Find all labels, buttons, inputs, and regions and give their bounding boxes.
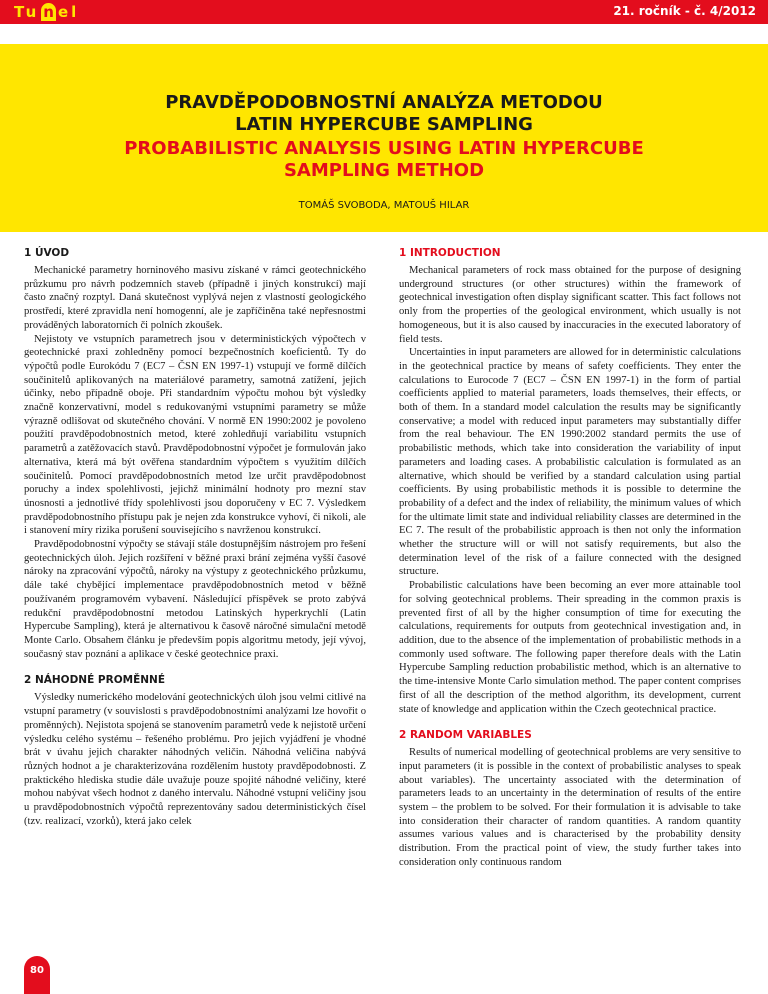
title-english (0, 138, 768, 182)
section-heading-introduction: 1 INTRODUCTION (399, 247, 501, 259)
authors: TOMÁŠ SVOBODA, MATOUŠ HILAR (298, 200, 470, 211)
section-heading-uvod: 1 ÚVOD (24, 247, 70, 259)
logo-text-left: Tu (14, 3, 40, 21)
paragraph: Mechanické parametry horninového masivu získané v rámci geotechnického průzkumu pro návrh podzemních staveb (případně i jiných konstrukcí) mají často značný rozptyl. Daná skutečnost vyplývá nejen z vlastností geologického prostředí, které zpravidla není homogenní, ale je zapříčiněna také nepřesnostmi prováděných laboratorních či polních zkoušek. (24, 265, 366, 331)
english-column (399, 246, 741, 870)
page-number: 80 (24, 956, 50, 994)
czech-column (24, 246, 366, 828)
paragraph: Výsledky numerického modelování geotechnických úloh jsou velmi citlivé na vstupní parametry (v souvislosti s pravděpodobnostními analýzami lze hovořit o proměnných). Nejistota spojená se stanovením parametrů vede k nejistotě určení výsledku celého systému – řešeného problému. Pro jejich vyjádření je vhodné brát v úvahu jejich charakter náhodných veličin. Náhodná veličina nabývá různých hodnot a je charakterizována rozdělením hustoty pravděpodobnosti. Z praktického hlediska studie dále uvažuje pouze spojité náhodné veličiny, které mohou nabývat všech hodnot z daného intervalu. Náhodné vstupní veličiny jsou u pravděpodobnostních výpočtů reprezentovány sadou deterministických čísel (tzv. realizací, vzorků), která jako celek (24, 692, 366, 827)
paragraph: Nejistoty ve vstupních parametrech jsou v deterministických výpočtech v geotechnické praxi zohledněny pomocí bezpečnostních koeficientů. Ty do výpočtů podle Eurokódu 7 (EC7 – ČSN EN 1997-1) vstupují ve formě dílčích součinitelů aplikovaných na materiálové parametry, samotná zatížení, jejich účinky, nebo případně oboje. Při standardním výpočtu mohou být výsledky značně konzervativní, model s redukovanými vstupními parametry se může výrazně odlišovat od skutečného chování. V normě EN 1990:2002 je povoleno použití pravděpodobnostních metod, které zohledňují variabilitu vstupních parametrů a zatěžovacích stavů. Pravděpodobnostní výpočet je formulován jako alternativa, která má být ověřena standardním výpočtem s využitím dílčích součinitelů. Pomocí pravděpodobnostních metod lze určit pravděpodobnost poruchy a index spolehlivosti, jejichž minimální hodnoty pro mezní stav únosnosti a jednotlivé třídy spolehlivosti jsou doporučeny v EC 7. Výsledkem pravděpodobnostního přístupu pak je nejen zda konstrukce vyhoví, či nikoli, ale i stanovení míry rizika porušení souvisejícího s navrženou konstrukcí. (24, 333, 366, 537)
title-box (0, 44, 768, 232)
title-czech (0, 92, 768, 136)
section-heading-random-variables: 2 RANDOM VARIABLES (399, 729, 532, 742)
title-czech-line-2: LATIN HYPERCUBE SAMPLING (235, 114, 533, 135)
journal-logo (14, 3, 79, 21)
title-english-line-1: PROBABILISTIC ANALYSIS USING LATIN HYPERCUBE (124, 138, 644, 159)
paragraph: Results of numerical modelling of geotechnical problems are very sensitive to input parameters (it is possible in the context of probabilistic analyses to speak about variables). The uncertainty associated with the determination of parameters leads to an uncertainty in the determination of results of the entire system – the problem to be solved. For their formulation it is advisable to take into consideration their character of random quantities. A random quantity assumes various values and is characterised by the probability density distribution. From the practical point of view, the study further takes into consideration only continuous random (399, 747, 741, 868)
section-heading-nahodne-promenne: 2 NÁHODNÉ PROMĚNNÉ (24, 674, 165, 687)
paragraph: Mechanical parameters of rock mass obtained for the purpose of designing underground structures (or other structures) within the framework of geotechnical investigation often display significant scatter. This fact follows not only from the properties of the geological environment, which usually is not homogeneous, but it is also caused by inaccuracies in the executed laboratory of field tests. (399, 265, 741, 345)
header-bar (0, 0, 768, 24)
logo-text-right: el (57, 3, 80, 21)
title-english-line-2: SAMPLING METHOD (283, 160, 485, 181)
paragraph: Uncertainties in input parameters are allowed for in deterministic calculations in the geotechnical practice by means of safety coefficients. They enter the calculations to Eurocode 7 (EC7 – ČSN EN 1997-1) in the form of partial coefficients applied to material parameters, loads themselves, their effects, or both of them. In a standard model calculation the results may be significantly conservative; a model with reduced input parameters may substantially differ from the real behaviour. The EN 1990:2002 standard permits the use of probabilistic methods, which take into consideration the variability of input parameters and loading cases. A probabilistic calculation is formulated as an alternative, which should be verified by a standard calculation using partial coefficients. By using probabilistic methods it is possible to determine the probability of a defect and the index of reliability, the minimum values of which for the ultimate limit state and individual reliability classes are determined in the EC 7. The result of the probabilistic approach is then not only the information whether the structure will or will not satisfy requirements, but also the determination level of the risk of a failure connected with the designed structure. (399, 347, 741, 578)
logo-text-mid: n (43, 3, 54, 21)
issue-label: 21. ročník - č. 4/2012 (613, 4, 756, 18)
paragraph: Pravděpodobnostní výpočty se stávají stále dostupnějším nástrojem pro řešení geotechnických úloh. Jejich rozšíření v běžné praxi brání zejména vyšší časové nároky na zpracování výpočtů, nároky na výstupy z geotechnického průzkumu, dále také chybějící implementace pravděpodobnostních metod v běžně používaném programovém vybavení. Následující příspěvek se proto zabývá redukční pravděpodobnostní metodou Latinských hyperkrychlí (Latin Hypercube Sampling), která je alternativou k časově náročné simulační metodě Monte Carlo. Obsahem článku je především popis algoritmu metody, její vývoj, současný stav poznání a aplikace v české geotechnice praxi. (24, 539, 366, 660)
paragraph: Probabilistic calculations have been becoming an ever more attainable tool for solving geotechnical problems. Their spreading in the common praxis is prevented first of all by the higher consumption of time for executing the calculations, requirements for outputs from geotechnical investigation and, in addition, due to the absence of the implementation of probabilistic methods in a commonly used software. The following paper therefore deals with the Latin Hypercube Sampling reduction probabilistic method, which is an alternative to the time-intensive Monte Carlo simulation method. The paper content comprises first of all the description of the method algorithm, its development, current state of knowledge and application within the Czech geotechnical practice. (399, 580, 741, 715)
title-czech-line-1: PRAVDĚPODOBNOSTNÍ ANALÝZA METODOU (165, 92, 603, 113)
